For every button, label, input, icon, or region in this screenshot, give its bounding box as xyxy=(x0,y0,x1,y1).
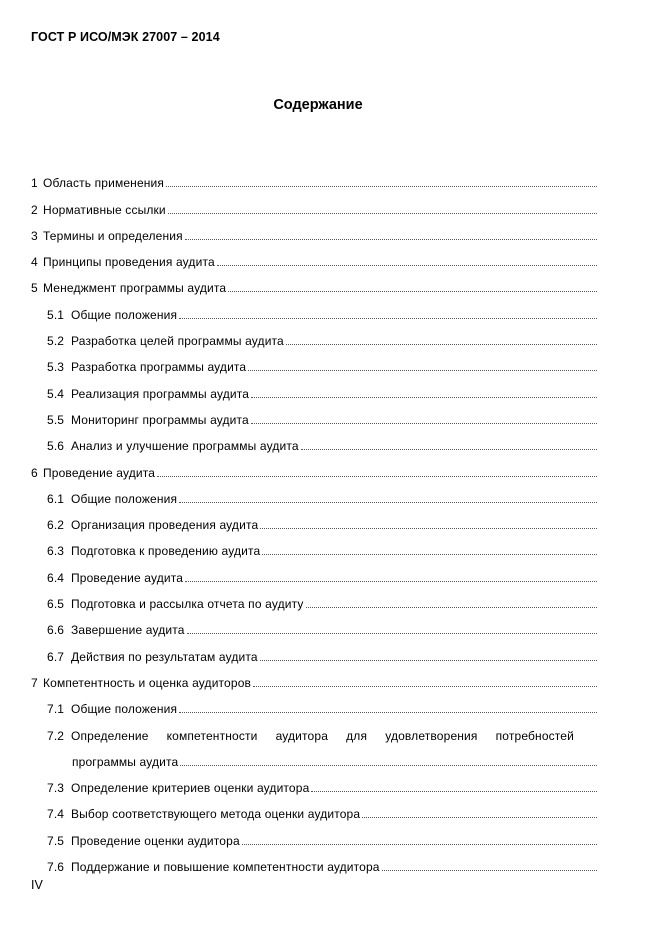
toc-entry-number: 6.2 xyxy=(47,518,65,533)
toc-entry[interactable] xyxy=(47,348,597,374)
toc-entry[interactable] xyxy=(47,821,597,847)
dot-leader xyxy=(180,765,597,766)
toc-entry-title: Термины и определения xyxy=(43,228,183,243)
toc-entry[interactable] xyxy=(47,401,597,427)
toc-entry[interactable] xyxy=(47,690,597,716)
toc-entry-title: Поддержание и повышение компетентности аудитора xyxy=(71,860,380,875)
dot-leader xyxy=(179,502,597,503)
dot-leader xyxy=(382,870,597,871)
toc-entry-number: 6 xyxy=(31,465,38,480)
toc-entry-number: 6.1 xyxy=(47,491,65,506)
toc-entry-title: Реализация программы аудита xyxy=(71,386,250,401)
toc-entry-number: 4 xyxy=(31,255,38,270)
toc-entry[interactable] xyxy=(47,716,597,769)
dot-leader xyxy=(251,397,597,398)
toc-entry[interactable] xyxy=(31,243,597,269)
toc-entry-title: Анализ и улучшение программы аудита xyxy=(71,439,299,454)
toc-entry-number: 5 xyxy=(31,281,38,296)
toc-entry-title: Действия по результатам аудита xyxy=(71,649,258,664)
toc-entry-title: Общие положения xyxy=(71,491,178,506)
toc-entry-title: Проведение оценки аудитора xyxy=(71,833,240,848)
toc-entry-number: 5.6 xyxy=(47,439,65,454)
toc-entry-number: 3 xyxy=(31,228,38,243)
toc-entry-title: Область применения xyxy=(43,176,165,191)
dot-leader xyxy=(187,633,597,634)
toc-entry-title: Проведение аудита xyxy=(71,570,184,585)
dot-leader xyxy=(166,186,597,187)
dot-leader xyxy=(179,712,597,713)
toc-entry-number: 2 xyxy=(31,202,38,217)
toc-entry[interactable] xyxy=(31,269,597,295)
toc-entry[interactable] xyxy=(47,480,597,506)
toc-entry-number: 1 xyxy=(31,176,38,191)
toc-entry[interactable] xyxy=(47,532,597,558)
dot-leader xyxy=(311,791,597,792)
toc-entry-number: 5.2 xyxy=(47,334,65,349)
toc-entry-number: 7.6 xyxy=(47,860,65,875)
toc-entry-number: 5.3 xyxy=(47,360,65,375)
toc-entry[interactable] xyxy=(47,558,597,584)
toc-entry[interactable] xyxy=(47,295,597,321)
toc-entry-title: Разработка целей программы аудита xyxy=(71,334,284,349)
toc-entry-number: 7.3 xyxy=(47,781,65,796)
page-number: IV xyxy=(31,878,43,892)
dot-leader xyxy=(253,686,597,687)
toc-entry-number: 5.5 xyxy=(47,412,65,427)
toc-entry-title: Выбор соответствующего метода оценки аудитора xyxy=(71,807,361,822)
toc-entry-title: Нормативные ссылки xyxy=(43,202,166,217)
dot-leader xyxy=(262,554,597,555)
toc-entry[interactable] xyxy=(31,164,597,190)
table-of-contents xyxy=(31,164,597,874)
toc-entry-number: 6.7 xyxy=(47,649,65,664)
toc-entry-number: 6.3 xyxy=(47,544,65,559)
dot-leader xyxy=(260,660,597,661)
dot-leader xyxy=(168,213,597,214)
toc-entry-title: Общие положения xyxy=(71,307,178,322)
toc-entry[interactable] xyxy=(47,427,597,453)
toc-entry-title: Определение критериев оценки аудитора xyxy=(71,781,310,796)
toc-entry-title: Компетентность и оценка аудиторов xyxy=(43,675,252,690)
toc-entry-title: Организация проведения аудита xyxy=(71,518,259,533)
dot-leader xyxy=(242,844,597,845)
toc-entry-number: 7.5 xyxy=(47,833,65,848)
toc-entry[interactable] xyxy=(47,637,597,663)
toc-entry[interactable] xyxy=(31,453,597,479)
dot-leader xyxy=(248,370,597,371)
toc-entry-title: Завершение аудита xyxy=(71,623,185,638)
toc-entry-title-continued: программы аудита xyxy=(72,754,179,769)
dot-leader xyxy=(228,291,597,292)
toc-entry[interactable] xyxy=(47,322,597,348)
dot-leader xyxy=(362,817,597,818)
dot-leader xyxy=(251,423,597,424)
toc-entry-title: Подготовка к проведению аудита xyxy=(71,544,261,559)
toc-entry-number: 7 xyxy=(31,675,38,690)
toc-entry[interactable] xyxy=(47,795,597,821)
toc-entry-number: 7.2 xyxy=(47,728,65,743)
dot-leader xyxy=(301,449,597,450)
dot-leader xyxy=(157,476,597,477)
toc-entry-title: Подготовка и рассылка отчета по аудиту xyxy=(71,597,304,612)
toc-entry[interactable] xyxy=(31,190,597,216)
toc-entry-title: Общие положения xyxy=(71,702,178,717)
page-title: Содержание xyxy=(273,97,363,113)
toc-entry-title: Проведение аудита xyxy=(43,465,156,480)
toc-entry-number: 6.5 xyxy=(47,597,65,612)
dot-leader xyxy=(306,607,597,608)
toc-entry-number: 7.4 xyxy=(47,807,65,822)
dot-leader xyxy=(286,344,597,345)
toc-entry[interactable] xyxy=(47,848,597,874)
toc-entry[interactable] xyxy=(47,611,597,637)
toc-entry-number: 5.4 xyxy=(47,386,65,401)
toc-entry-number: 5.1 xyxy=(47,307,65,322)
dot-leader xyxy=(217,265,597,266)
dot-leader xyxy=(260,528,597,529)
dot-leader xyxy=(185,239,597,240)
toc-entry-title: Принципы проведения аудита xyxy=(43,255,215,270)
toc-entry-title: Менеджмент программы аудита xyxy=(43,281,227,296)
toc-entry-number: 7.1 xyxy=(47,702,65,717)
dot-leader xyxy=(179,318,597,319)
toc-entry[interactable] xyxy=(47,506,597,532)
toc-entry-number: 6.4 xyxy=(47,570,65,585)
toc-entry-title: Мониторинг программы аудита xyxy=(71,412,249,427)
toc-entry[interactable] xyxy=(47,374,597,400)
toc-entry-title: Разработка программы аудита xyxy=(71,360,247,375)
toc-entry[interactable] xyxy=(31,664,597,690)
toc-entry[interactable] xyxy=(47,769,597,795)
toc-entry-title: Определение компетентности аудитора для удовлетворения потребностей xyxy=(71,728,574,743)
toc-entry[interactable] xyxy=(47,585,597,611)
document-header: ГОСТ Р ИСО/МЭК 27007 – 2014 xyxy=(31,30,220,44)
dot-leader xyxy=(185,581,597,582)
toc-entry[interactable] xyxy=(31,217,597,243)
toc-entry-number: 6.6 xyxy=(47,623,65,638)
